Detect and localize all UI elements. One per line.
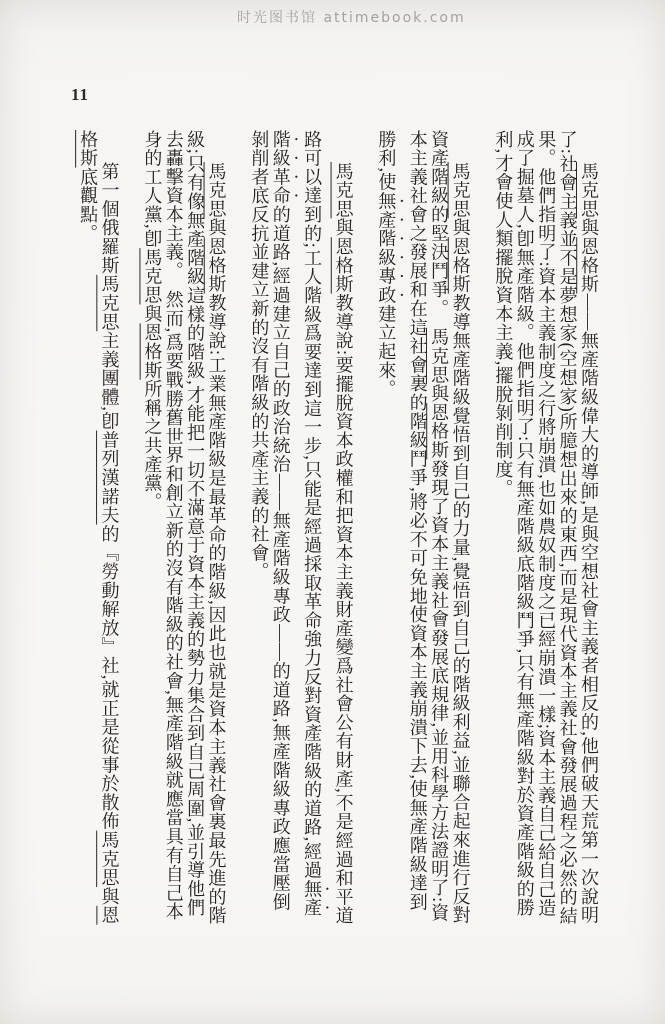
body-text: 與 [206, 218, 227, 238]
proper-name-text: 恩格斯 [78, 130, 120, 926]
watermark-text: 时光图书馆 attimebook.com [237, 10, 466, 26]
body-text: 底觀點。 [78, 167, 99, 243]
proper-name-text: 恩格斯 [429, 403, 450, 460]
proper-name-text: 恩格斯 [333, 237, 354, 295]
body-text: 發現了資本主義社會發展底規律,並用科學方法證明了:資本主義社會之發展和在這社會裏的階級鬥爭,將必不可免地使資本主義崩潰下去,使無產階級達到勝利,使 [376, 130, 450, 922]
proper-name-text: 恩格斯 [579, 237, 599, 295]
text-block [54, 130, 599, 930]
body-text: 的『勞動解放』社,就正是從事於散佈 [99, 524, 120, 832]
paragraph [77, 130, 120, 930]
body-text: 與 [142, 304, 163, 324]
body-text: 所稱之共產黨。 [142, 379, 163, 512]
paragraph [141, 130, 227, 930]
body-text: 與 [333, 218, 354, 238]
emphasized-text: 無產階級專政 [376, 191, 397, 305]
body-text: 與 [429, 384, 450, 404]
body-text: 與 [99, 887, 120, 907]
body-text: 與 [450, 218, 471, 238]
body-text: 教導說:工業無產階級是最革命的階級,因此也就是資本主義社會裏最先進的階級;只有像無產階級這樣的階級,才能把一切不滿意于資本主義的勢力集合到自己周圍,並引導他們去轟擊資本主義。 然而,爲要戰勝舊世界和創立新的沒有階級的社會,無產階級就應當具有自己本身的工人黨,卽 [142, 130, 227, 926]
body-text: ——無產階級偉大的導師,是與空想社會主義者相反的,他們破天荒第一次說明了:社會主義並不是夢想家(空想家)所臆想出來的東西,而是現代資本主義社會發展過程之必然的結果。他們指明了:資本主義制度之行將崩潰,也如農奴制度之已經崩潰一樣;資本主義自己給自己造成了掘墓人,卽無產階級。他們指明了:只有無產階級底階級鬥爭,只有無產階級對於資產階級的勝利,才會使人類擺脫資本主義,擺脫剝削制度。 [493, 130, 599, 926]
proper-name-text: 馬克思 [206, 162, 227, 219]
emphasized-text: 無產階級革命 [270, 130, 323, 918]
proper-name-text: 馬克思 [99, 831, 120, 888]
body-text: 第一個俄羅斯 [99, 162, 120, 276]
body-text: 教導無產階級覺悟到自己的力量,覺悟到自己的階級利益,並聯合起來進行反對資產階級的堅決鬥爭。 [429, 130, 471, 926]
proper-name-text: 馬克思 [450, 162, 471, 219]
proper-name-text: 恩格斯 [142, 323, 163, 380]
body-text: 建立起來。 [376, 304, 397, 399]
proper-name-text: 馬克思 [429, 327, 450, 385]
proper-name-text: 馬克思 [142, 248, 163, 305]
body-text: 與 [579, 218, 599, 238]
proper-name-text: 恩格斯 [206, 237, 227, 295]
body-text: 的道路,經過建立自己的政治統治——無產階級專政——的道路,無產階級專政應當壓倒剝削者底反抗並建立新的沒有階級的共產主義的社會。 [249, 130, 291, 912]
paragraph [492, 130, 599, 930]
paragraph [248, 130, 354, 930]
body-text: 教導說:要擺脫資本政權和把資本主義財產變爲社會公有財產,不是經過和平道路可以達到的;工人階級爲要達到這一步,只能是經過採取革命強力反對資產階級的道路,經過 [302, 130, 354, 926]
proper-name-text: 馬克思 [333, 162, 354, 219]
paragraph [375, 130, 471, 930]
proper-name-text: 普列漢諾夫 [99, 430, 120, 525]
proper-name-text: 恩格斯 [450, 237, 471, 295]
proper-name-text: 馬克思 [579, 162, 599, 219]
proper-name-text: 馬克思 [99, 275, 120, 332]
body-text: 主義團體,卽 [99, 331, 120, 431]
page-number: 11 [71, 85, 90, 104]
